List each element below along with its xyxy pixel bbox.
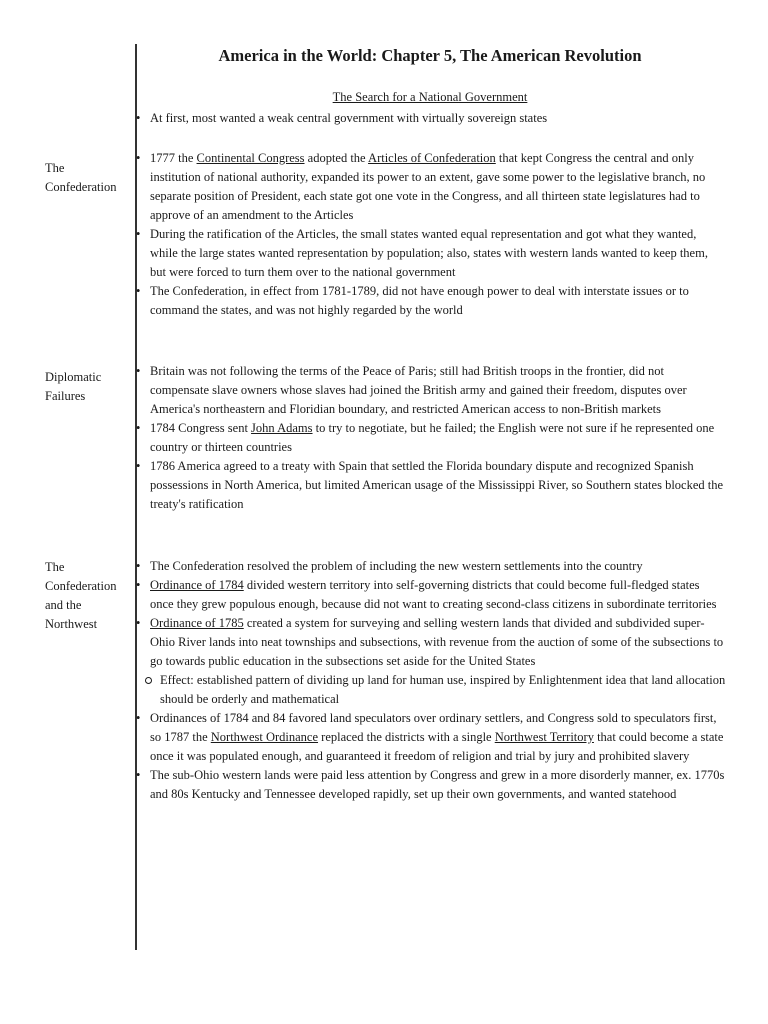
list-item [136, 419, 726, 457]
list-item [136, 225, 726, 282]
underlined-term: Ordinance of 1784 [150, 578, 244, 592]
underlined-term: Northwest Territory [494, 730, 594, 744]
list-item: • At first, most wanted a weak central government with virtually sovereign states [136, 109, 726, 128]
list-item [136, 282, 726, 320]
text-run: 1777 the [150, 151, 197, 165]
text-run: The Confederation, in effect from 1781-1789, did not have enough power to deal with interstate issues or to command the states, and was not highly regarded by the world [150, 284, 689, 317]
list-item [136, 766, 726, 804]
text-run: that kept Congress the central and only institution of national authority, expanded its power to an extent, gave some power to the legislative branch, no separate position of President, each state got one vote in the Congress, and all thirteen state legislatures had to approve of an amendment to the Articles [150, 151, 706, 222]
underlined-term: Articles of Confederation [368, 151, 496, 165]
list-item [136, 709, 726, 766]
text-run: to try to negotiate, but he failed; the English were not sure if he represented one country or thirteen countries [150, 421, 715, 454]
list-item [136, 557, 726, 576]
text-run: created a system for surveying and selling western lands that divided and subdivided super-Ohio River lands into neat townships and subsections, with revenue from the auction of some of the subsections to go towards public education in the subsections set aside for the United States [150, 616, 724, 668]
underlined-term: Continental Congress [196, 151, 305, 165]
list-item [136, 457, 726, 514]
list-item [136, 149, 726, 225]
underlined-term: Northwest Ordinance [210, 730, 319, 744]
text-run: Effect: established pattern of dividing up land for human use, inspired by Enlightenment idea that land allocation should be orderly and mathematical [160, 673, 726, 706]
section-heading: The Search for a National Government [332, 90, 528, 104]
list-item [136, 576, 726, 614]
page-title: America in the World: Chapter 5, The American Revolution [218, 46, 642, 65]
sub-list-item [136, 671, 726, 709]
text-run: 1784 Congress sent [150, 421, 252, 435]
text-run: Britain was not following the terms of the Peace of Paris; still had British troops in the frontier, did not compensate slave owners whose slaves had joined the British army and gained their freedom, disputes over America's northeastern and Floridian boundary, and restricted American access to non-British markets [150, 364, 687, 416]
text-run: The Confederation resolved the problem of including the new western settlements into the country [150, 559, 643, 573]
bullet-list-northwest [136, 557, 726, 804]
text-run: adopted the [304, 151, 369, 165]
text-run: divided western territory into self-governing districts that could become full-fledged states once they grew populous enough, because did not want to creating second-class citizens in subordinate territories [150, 578, 717, 611]
text-run: The sub-Ohio western lands were paid less attention by Congress and grew in a more disorderly manner, ex. 1770s and 80s Kentucky and Tennessee developed rapidly, set up their own governments, and wanted statehood [150, 768, 725, 801]
list-item [136, 614, 726, 671]
intro-list [136, 109, 726, 128]
underlined-term: Ordinance of 1785 [150, 616, 244, 630]
side-label-confederation: The Confederation [45, 161, 117, 194]
list-item [136, 362, 726, 419]
text-run: During the ratification of the Articles, the small states wanted equal representation and got what they wanted, while the large states wanted representation by population; also, states with western lands wanted to keep them, but were forced to turn them over to the national government [150, 227, 708, 279]
side-label-diplomatic-failures: Diplomatic Failures [45, 370, 102, 403]
text-run: Ordinances of 1784 and 84 favored land speculators over ordinary settlers, and Congress sold to speculators first, so 1787 the [150, 711, 717, 744]
text-run: replaced the districts with a single [318, 730, 495, 744]
text-run: that could become a state once it was populated enough, and guaranteed it freedom of religion and trial by jury and prohibited slavery [150, 730, 724, 763]
bullet-list-confederation [136, 149, 726, 320]
side-label-northwest: The Confederation and the Northwest [45, 560, 117, 631]
text-run: 1786 America agreed to a treaty with Spain that settled the Florida boundary dispute and recognized Spanish possessions in North America, but limited American usage of the Mississippi River, so Southern states blocked the treaty's ratification [150, 459, 724, 511]
underlined-term: John Adams [251, 421, 313, 435]
bullet-list-diplomatic-failures [136, 362, 726, 514]
